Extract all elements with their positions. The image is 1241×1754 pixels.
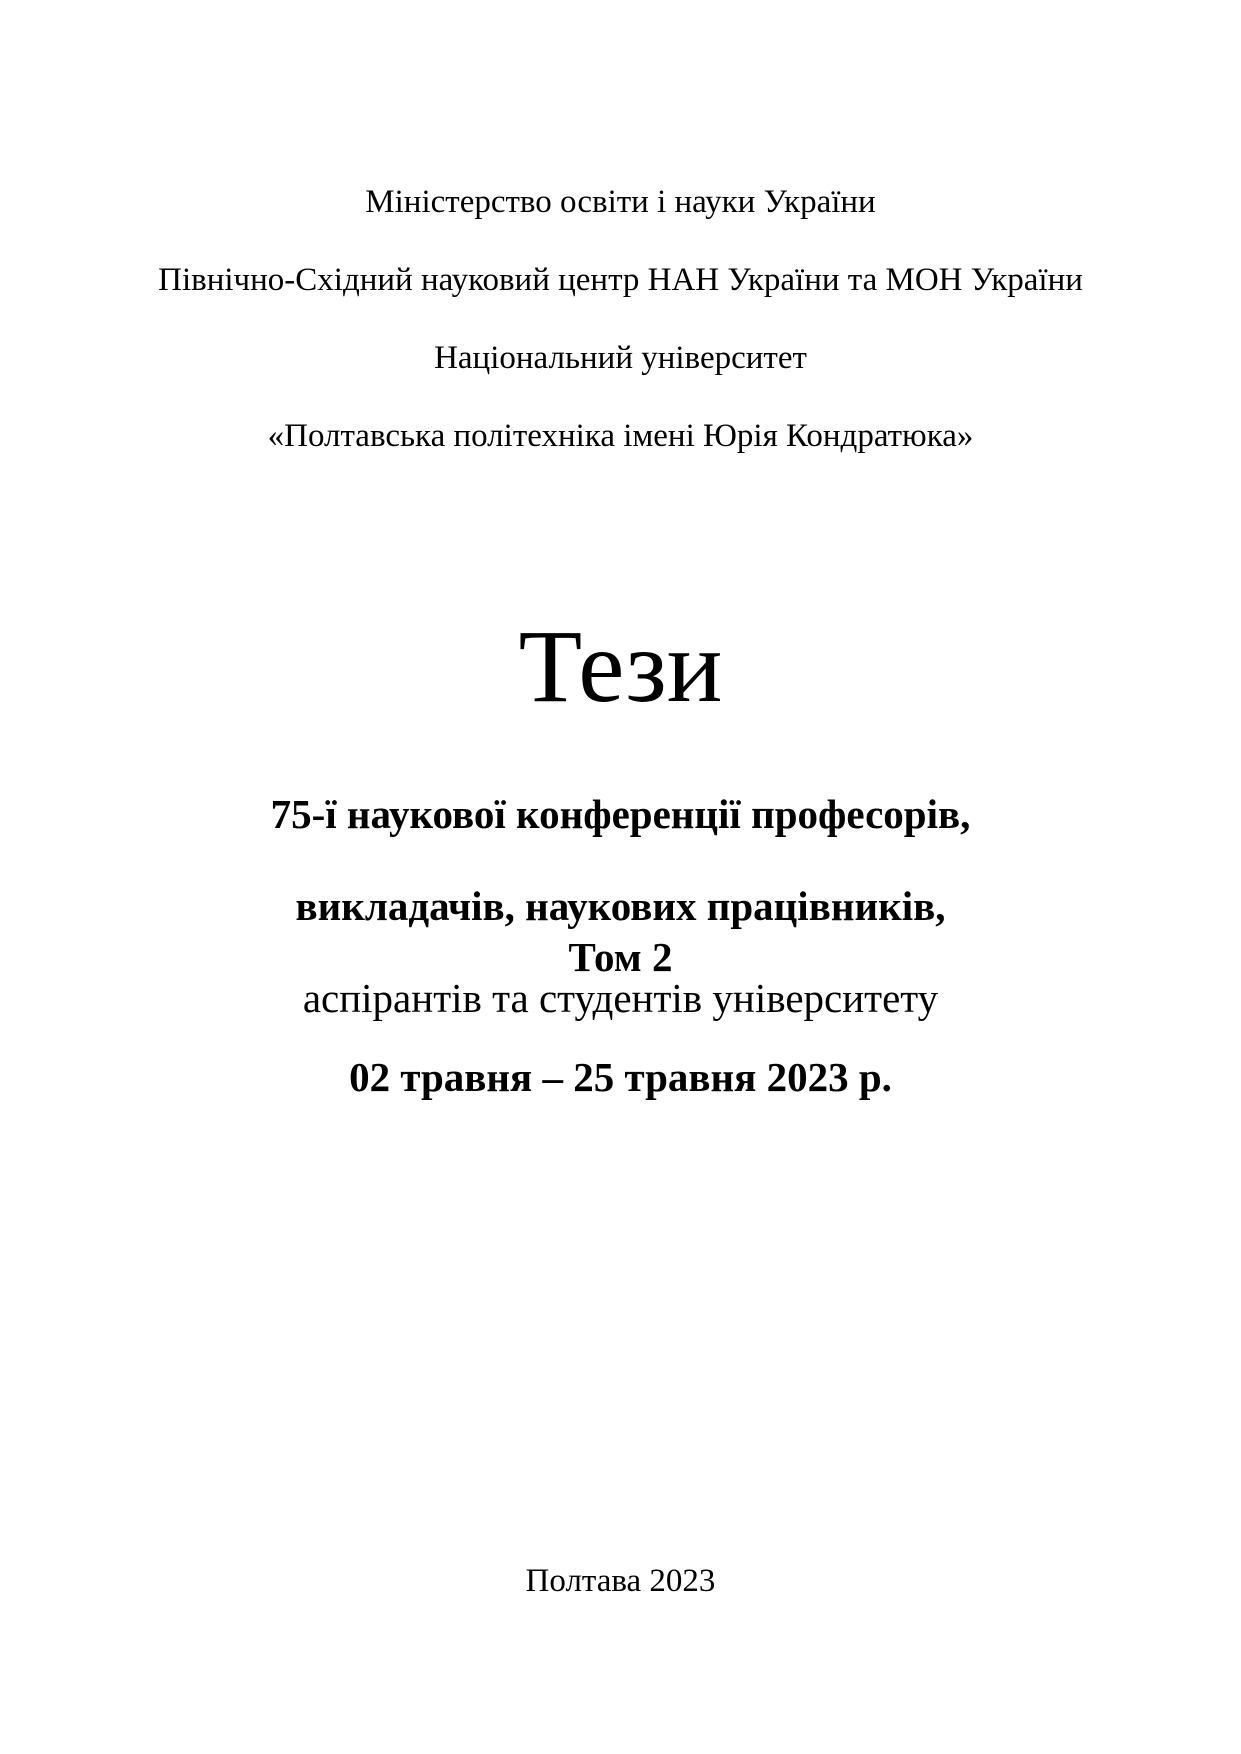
header-line-university-name: «Полтавська політехніка імені Юрія Кондратюка»: [267, 418, 974, 454]
header-line-ministry: Міністерство освіти і науки України: [365, 184, 876, 220]
header-line-university: Національний університет: [434, 340, 807, 376]
subtitle-line-2: викладачів, наукових працівників,: [295, 883, 946, 929]
subtitle-line-1: 75-ї наукової конференції професорів,: [270, 791, 971, 837]
conference-subtitle: [0, 745, 1241, 1067]
institution-header: [0, 144, 1241, 495]
footer-city-year: Полтава 2023: [525, 1563, 716, 1599]
header-line-science-center: Північно-Східний науковий центр НАН України та МОН України: [158, 262, 1083, 298]
conference-dates: 02 травня – 25 травня 2023 р.: [349, 1054, 892, 1100]
page-title: Тези: [518, 609, 723, 724]
volume-label: Том 2: [568, 934, 673, 980]
subtitle-line-3: аспірантів та студентів університету: [302, 975, 939, 1021]
